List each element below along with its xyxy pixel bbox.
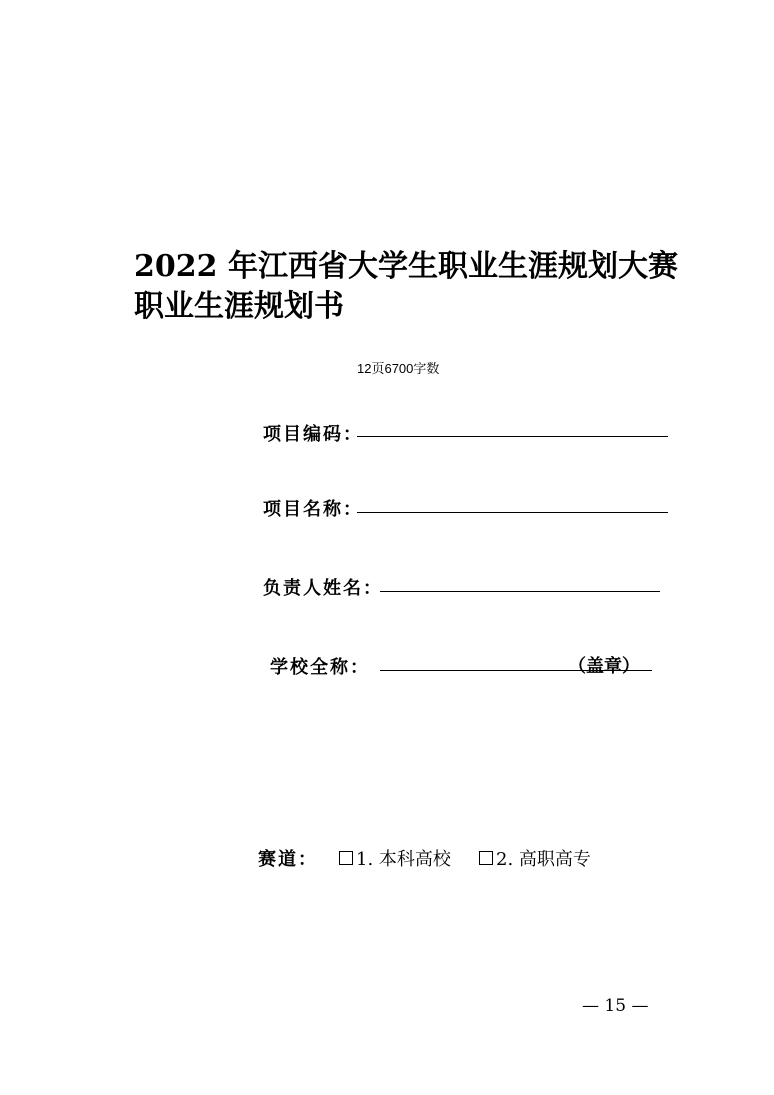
project-code-field[interactable] — [357, 414, 668, 437]
track-option-vocational-label: 2. 高职高专 — [496, 849, 591, 870]
title-line-2: 职业生涯规划书 — [134, 289, 344, 324]
leader-name-label: 负责人姓名： — [263, 578, 383, 599]
leader-name-field[interactable] — [380, 569, 660, 592]
page-number: — 15 — — [582, 996, 649, 1016]
track-option-undergrad[interactable] — [339, 845, 451, 871]
school-name-label: 学校全称： — [270, 657, 370, 678]
title-line-1: 2022 年江西省大学生职业生涯规划大赛 — [134, 249, 678, 284]
seal-note: （盖章） — [568, 656, 640, 677]
document-title — [134, 247, 678, 327]
page-word-count: 12页6700字数 — [357, 361, 440, 376]
checkbox-vocational[interactable] — [479, 851, 493, 865]
track-option-undergrad-label: 1. 本科高校 — [356, 849, 451, 870]
project-code-label: 项目编码： — [263, 424, 363, 445]
checkbox-undergrad[interactable] — [339, 851, 353, 865]
track-option-vocational[interactable] — [479, 845, 591, 871]
project-name-label: 项目名称： — [263, 499, 363, 520]
track-label: 赛道： — [258, 849, 318, 870]
project-name-field[interactable] — [357, 490, 668, 513]
